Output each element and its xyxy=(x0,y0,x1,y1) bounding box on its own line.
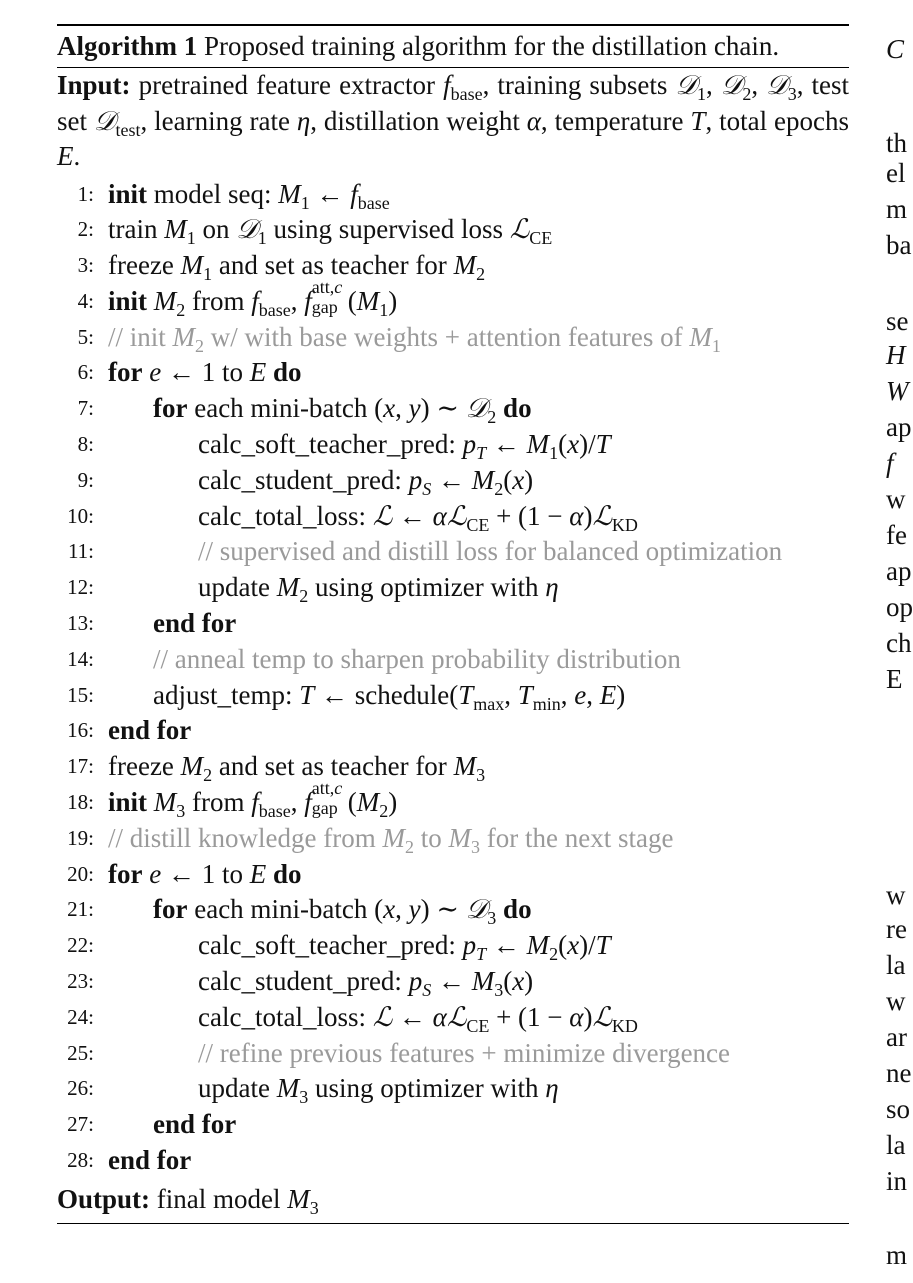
rc-fragment: C xyxy=(886,34,905,64)
line-24: 24: calc_total_loss: ℒ ← αℒ$_{CE}$ + (1 − α)ℒ$_{KD}$ xyxy=(67,1001,638,1036)
line-22: 22: calc_soft_teacher_pred: $p_T$ ← $M_2(x)/T$ xyxy=(67,930,611,965)
line-1: 1: init model seq: $M_1$ ← $f_{base}$ xyxy=(77,178,390,213)
output-text: final model xyxy=(150,1183,288,1214)
algorithm-input: Input: pretrained feature extractor $f_{base}$, training subsets 𝒟$_1$, 𝒟$_2$, 𝒟$_3$, test set 𝒟$_{test}$, learning rate η, distillation weight α, temperature T, total epochs E. xyxy=(57,70,850,171)
adjacent-column-fragment xyxy=(880,0,913,1283)
rc-fragment: la xyxy=(886,950,906,980)
rc-fragment: la xyxy=(886,1130,906,1160)
rc-fragment: f xyxy=(886,448,894,478)
rc-fragment: ch xyxy=(886,628,912,658)
rc-fragment: th xyxy=(886,128,908,158)
rc-fragment: w xyxy=(886,484,906,514)
rc-fragment: ne xyxy=(886,1058,912,1088)
caption-label: Algorithm 1 xyxy=(57,31,198,61)
rc-fragment: re xyxy=(886,914,907,944)
rc-fragment: ap xyxy=(886,556,912,586)
line-9: 9: calc_student_pred: $p_S$ ← $M_2(x)$ xyxy=(77,464,534,499)
output-label: Output: xyxy=(57,1183,151,1214)
line-14: 14: // anneal temp to sharpen probability distribution xyxy=(67,643,681,674)
line-12: 12: update $M_2$ using optimizer with η xyxy=(67,572,559,607)
rc-fragment: ap xyxy=(886,412,912,442)
line-16: 16: end for xyxy=(67,715,192,746)
rc-fragment: el xyxy=(886,158,906,188)
line-19: 19: // distill knowledge from $M_2$ to $M_3$ for the next stage xyxy=(67,822,674,857)
line-25: 25: // refine previous features + minimize divergence xyxy=(67,1037,731,1068)
rc-fragment: so xyxy=(886,1094,911,1124)
line-4: 4: init $M_2$ from $f_{base}$, f att,c gap $(M_1)$ xyxy=(77,276,398,320)
rc-fragment: in xyxy=(886,1166,908,1196)
line-10: 10: calc_total_loss: ℒ ← αℒ$_{CE}$ + (1 − α)ℒ$_{KD}$ xyxy=(67,500,638,535)
rc-fragment: w xyxy=(886,986,906,1016)
rc-fragment: m xyxy=(886,1240,908,1270)
algorithm-output: Output: final model $M_3$ xyxy=(57,1183,319,1218)
line-11: 11: // supervised and distill loss for balanced optimization xyxy=(67,536,783,567)
algorithm-lines xyxy=(57,177,849,1179)
rc-fragment: W xyxy=(886,376,909,406)
rc-fragment: m xyxy=(886,194,908,224)
line-23: 23: calc_student_pred: $p_S$ ← $M_3(x)$ xyxy=(67,966,534,1001)
line-21: 21: for each mini-batch (x, y) ∼ 𝒟$_3$ do xyxy=(67,894,532,929)
line-8: 8: calc_soft_teacher_pred: $p_T$ ← $M_1(x)/T$ xyxy=(77,429,611,464)
line-2: 2: train $M_1$ on 𝒟$_1$ using supervised loss ℒ$_{CE}$ xyxy=(77,214,553,249)
line-17: 17: freeze $M_2$ and set as teacher for $M_3$ xyxy=(67,751,486,786)
line-5: 5: // init $M_2$ w/ with base weights + attention features of $M_1$ xyxy=(77,321,721,356)
line-13: 13: end for xyxy=(67,608,237,639)
line-15: 15: adjust_temp: T ← $schedule(T_{max}$, $T_{min}$, e, E) xyxy=(67,679,626,714)
line-3: 3: freeze $M_1$ and set as teacher for $M_2$ xyxy=(77,250,486,285)
rc-fragment: op xyxy=(886,592,913,622)
rc-fragment: H xyxy=(886,340,906,370)
line-6: 6: for e ← 1 to E do xyxy=(77,357,302,388)
rc-fragment: ba xyxy=(886,230,912,260)
algorithm-block xyxy=(57,24,849,1224)
line-18: 18: init $M_3$ from $f_{base}$, f att,c gap $(M_2)$ xyxy=(67,778,398,822)
line-28: 28: end for xyxy=(67,1145,192,1176)
bottom-rule xyxy=(57,1223,849,1224)
rc-fragment: E xyxy=(886,664,903,694)
line-20: 20: for e ← 1 to E do xyxy=(67,858,302,889)
rc-fragment: w xyxy=(886,880,906,910)
rc-fragment: se xyxy=(886,306,909,336)
caption-text: Proposed training algorithm for the distillation chain. xyxy=(197,31,780,61)
input-label: Input: xyxy=(57,70,131,100)
rc-fragment: ar xyxy=(886,1022,907,1052)
line-26: 26: update $M_3$ using optimizer with η xyxy=(67,1073,559,1108)
line-27: 27: end for xyxy=(67,1109,237,1140)
rc-fragment: fe xyxy=(886,520,907,550)
algorithm-caption xyxy=(57,26,849,64)
line-7: 7: for each mini-batch (x, y) ∼ 𝒟$_2$ do xyxy=(77,393,532,428)
